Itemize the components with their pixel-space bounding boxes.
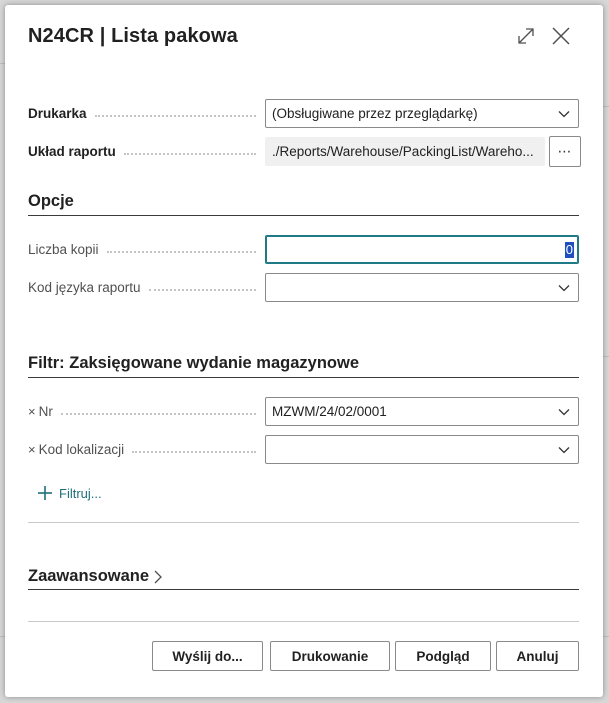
background-line <box>603 636 609 637</box>
options-divider <box>28 215 579 216</box>
report-language-select[interactable] <box>265 273 579 302</box>
background-line <box>603 356 609 357</box>
advanced-section-title: Zaawansowane <box>28 567 150 585</box>
close-icon[interactable] <box>550 25 572 47</box>
chevron-down-icon <box>558 444 570 456</box>
plus-icon <box>37 485 53 501</box>
request-page-dialog <box>5 5 603 697</box>
footer-divider <box>28 621 579 622</box>
preview-button[interactable]: Podgląd <box>395 641 491 671</box>
remove-filter-icon[interactable]: × <box>28 442 36 457</box>
filter-nr-select[interactable] <box>265 397 579 426</box>
add-filter-link[interactable] <box>37 483 102 503</box>
report-language-label: Kod języka raportu <box>28 273 260 302</box>
filter-location-select[interactable] <box>265 435 579 464</box>
remove-filter-icon[interactable]: × <box>28 404 36 419</box>
printer-value: (Obsługiwane przez przeglądarkę) <box>272 106 478 121</box>
chevron-down-icon <box>558 108 570 120</box>
copies-row <box>28 235 579 264</box>
printer-select[interactable] <box>265 99 579 128</box>
options-section-title: Opcje <box>28 192 74 210</box>
filter-end-divider <box>28 522 579 523</box>
expand-icon[interactable] <box>515 25 537 47</box>
report-layout-lookup-button[interactable] <box>549 136 581 167</box>
report-layout-row <box>28 137 579 166</box>
copies-label: Liczba kopii <box>28 235 260 264</box>
advanced-divider <box>28 589 579 590</box>
cancel-button[interactable]: Anuluj <box>496 641 579 671</box>
report-language-row <box>28 273 579 302</box>
chevron-down-icon <box>558 282 570 294</box>
report-layout-label: Układ raportu <box>28 137 260 166</box>
background-line <box>603 106 609 107</box>
copies-input[interactable] <box>265 235 579 264</box>
send-to-button[interactable]: Wyślij do... <box>152 641 263 671</box>
filter-nr-row <box>28 397 579 426</box>
report-layout-value: ./Reports/Warehouse/PackingList/Wareho... <box>272 144 534 159</box>
print-button[interactable]: Drukowanie <box>270 641 390 671</box>
filter-location-label: × Kod lokalizacji <box>28 435 260 464</box>
report-layout-field <box>265 137 545 166</box>
add-filter-label: Filtruj... <box>59 485 102 501</box>
dialog-title: N24CR | Lista pakowa <box>28 25 238 47</box>
filter-nr-label: × Nr <box>28 397 260 426</box>
chevron-down-icon <box>558 406 570 418</box>
advanced-section-toggle[interactable] <box>28 567 163 586</box>
copies-value: 0 <box>565 242 573 257</box>
filter-section-title: Filtr: Zaksięgowane wydanie magazynowe <box>28 354 360 372</box>
more-icon: ⋯ <box>557 143 573 159</box>
filter-location-row <box>28 435 579 464</box>
chevron-right-icon <box>153 570 163 584</box>
filter-divider <box>28 377 579 378</box>
printer-row <box>28 99 579 128</box>
printer-label: Drukarka <box>28 99 260 128</box>
filter-nr-value: MZWM/24/02/0001 <box>272 404 387 419</box>
